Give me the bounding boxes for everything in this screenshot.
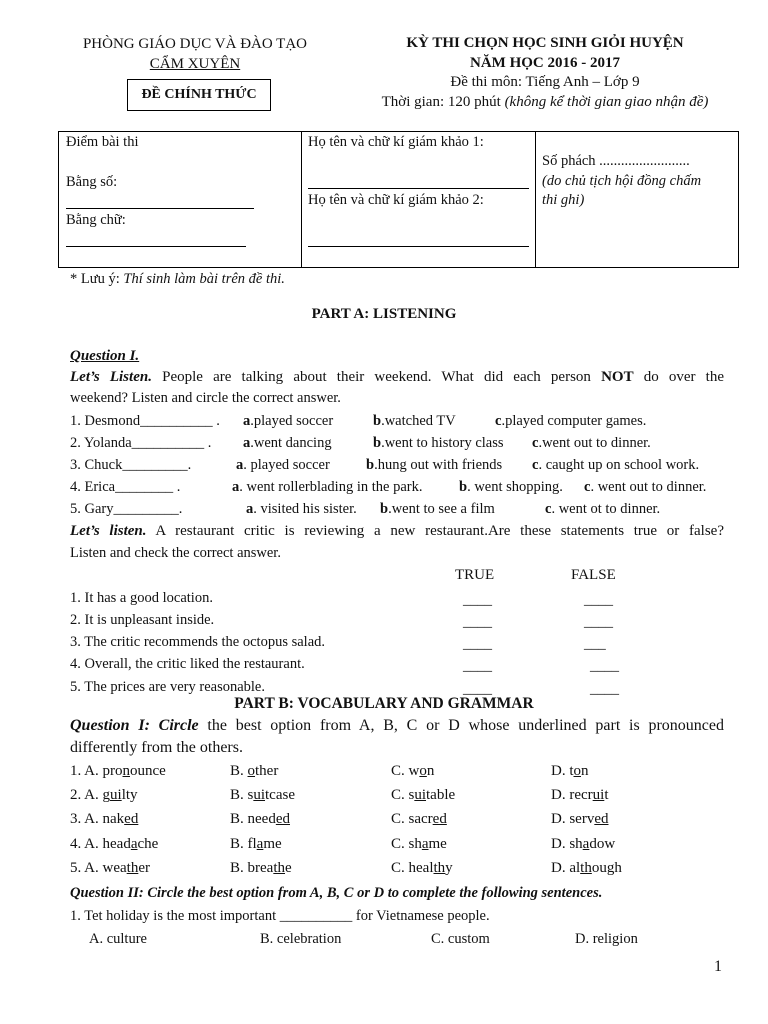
option-b[interactable]: b.watched TV <box>373 413 456 429</box>
false-blank[interactable]: ____ <box>590 658 619 674</box>
code-note-line1: (do chủ tịch hội đồng chấm <box>542 173 702 189</box>
false-blank[interactable]: ____ <box>590 681 619 697</box>
q2-option-c[interactable]: C. custom <box>431 931 490 947</box>
listen1-instruction: Let’s Listen. People are talking about their weekend. What did each person NOT do over the <box>70 369 725 385</box>
option-c[interactable]: c.went out to dinner. <box>532 435 651 451</box>
option-a[interactable]: a.went dancing <box>243 435 332 451</box>
pron-option[interactable]: 1. A. pronounce <box>70 763 166 779</box>
statement: 5. The prices are very reasonable. <box>70 679 265 695</box>
true-blank[interactable]: ____ <box>463 614 492 630</box>
score-table <box>58 131 739 268</box>
pron-option[interactable]: D. served <box>551 811 609 827</box>
part-b-question1-instruction: Question I: Circle the best option from A, B, C or D whose underlined part is pronounced <box>70 717 724 734</box>
score-cell <box>59 132 302 268</box>
true-blank[interactable]: ____ <box>463 658 492 674</box>
header-right <box>340 34 750 112</box>
official-exam-stamp: ĐỀ CHÍNH THỨC <box>127 79 271 111</box>
option-b[interactable]: b.went to see a film <box>380 501 495 517</box>
pron-option[interactable]: D. ton <box>551 763 589 779</box>
district-name: CẨM XUYÊN <box>149 56 241 72</box>
option-b[interactable]: b.hung out with friends <box>366 457 503 473</box>
pron-option[interactable]: C. won <box>391 763 435 779</box>
option-a[interactable]: a. went rollerblading in the park. <box>232 479 423 495</box>
pron-option[interactable]: B. suitcase <box>230 787 295 803</box>
true-blank[interactable]: ____ <box>463 636 492 652</box>
pron-option[interactable]: D. shadow <box>551 836 616 852</box>
examiner2-label: Họ tên và chữ kí giám khảo 2: <box>308 192 484 208</box>
true-blank[interactable]: ____ <box>463 592 492 608</box>
false-blank[interactable]: ___ <box>584 636 606 652</box>
option-c[interactable]: c.played computer games. <box>495 413 647 429</box>
q2-option-b[interactable]: B. celebration <box>260 931 342 947</box>
pron-option[interactable]: D. although <box>551 860 622 876</box>
statement: 3. The critic recommends the octopus salad. <box>70 634 326 650</box>
score-words-line[interactable] <box>66 246 246 247</box>
option-c[interactable]: c. went ot to dinner. <box>545 501 661 517</box>
code-label: Số phách ......................... <box>542 153 690 169</box>
score-in-words-label: Bằng chữ: <box>66 212 126 228</box>
pron-option[interactable]: B. other <box>230 763 279 779</box>
exam-title: KỲ THI CHỌN HỌC SINH GIỎI HUYỆN <box>406 35 684 51</box>
page-number: 1 <box>714 958 722 975</box>
statement: 1. It has a good location. <box>70 590 213 606</box>
option-b[interactable]: b.went to history class <box>373 435 504 451</box>
score-label: Điểm bài thi <box>66 134 139 150</box>
part-b-title: PART B: VOCABULARY AND GRAMMAR <box>234 695 534 712</box>
q2-option-d[interactable]: D. religion <box>575 931 638 947</box>
pron-option[interactable]: D. recruit <box>551 787 609 803</box>
option-a[interactable]: a.played soccer <box>243 413 334 429</box>
pron-option[interactable]: C. healthy <box>391 860 453 876</box>
department-name: PHÒNG GIÁO DỤC VÀ ĐÀO TẠO <box>82 36 308 52</box>
examiner1-line[interactable] <box>308 188 529 189</box>
pron-option[interactable]: 4. A. headache <box>70 836 159 852</box>
pron-option[interactable]: B. needed <box>230 811 290 827</box>
listen2-instruction: Let’s listen. A restaurant critic is reviewing a new restaurant.Are these statements true or false? <box>70 523 725 539</box>
statement: 2. It is unpleasant inside. <box>70 612 215 628</box>
pron-option[interactable]: B. breathe <box>230 860 292 876</box>
q2-option-a[interactable]: A. culture <box>89 931 147 947</box>
listen-item-name: 3. Chuck_________. <box>70 457 192 473</box>
part-a-title: PART A: LISTENING <box>311 306 457 322</box>
option-a[interactable]: a. visited his sister. <box>246 501 357 517</box>
pron-option[interactable]: C. shame <box>391 836 447 852</box>
listen-item-name: 1. Desmond__________ . <box>70 413 220 429</box>
score-numbers-line[interactable] <box>66 208 254 209</box>
pron-option[interactable]: C. suitable <box>391 787 456 803</box>
examiner-cell <box>302 132 536 268</box>
part-a-question1-title: Question I. <box>70 348 140 364</box>
true-column-header: TRUE <box>455 567 495 583</box>
school-year: NĂM HỌC 2016 - 2017 <box>470 54 620 71</box>
option-b[interactable]: b. went shopping. <box>459 479 563 495</box>
listen1-instruction-line2: weekend? Listen and circle the correct answer. <box>70 390 341 406</box>
option-c[interactable]: c. went out to dinner. <box>584 479 707 495</box>
option-c[interactable]: c. caught up on school work. <box>532 457 700 473</box>
false-column-header: FALSE <box>571 567 616 583</box>
examiner2-line[interactable] <box>308 246 529 247</box>
pron-option[interactable]: 3. A. naked <box>70 811 139 827</box>
option-a[interactable]: a. played soccer <box>236 457 330 473</box>
pron-option[interactable]: B. flame <box>230 836 282 852</box>
exam-subject: Đề thi môn: Tiếng Anh – Lớp 9 <box>450 74 640 90</box>
pron-option[interactable]: 2. A. guilty <box>70 787 138 803</box>
exam-duration: Thời gian: 120 phút (không kể thời gian giao nhận đề) <box>381 93 709 110</box>
listen-item-name: 2. Yolanda__________ . <box>70 435 212 451</box>
header-left <box>60 34 330 74</box>
score-in-numbers-label: Bằng số: <box>66 174 118 190</box>
pron-option[interactable]: C. sacred <box>391 811 447 827</box>
question2-item1: 1. Tet holiday is the most important __________ for Vietnamese people. <box>70 908 490 924</box>
part-b-question2-instruction: Question II: Circle the best option from A, B, C or D to complete the following sentences. <box>70 885 603 901</box>
note: * Lưu ý: Thí sinh làm bài trên đề thi. <box>70 271 285 287</box>
part-b-question1-line2: differently from the others. <box>70 739 243 756</box>
pron-option[interactable]: 5. A. weather <box>70 860 150 876</box>
false-blank[interactable]: ____ <box>584 614 613 630</box>
listen2-instruction-line2: Listen and check the correct answer. <box>70 545 281 561</box>
examiner1-label: Họ tên và chữ kí giám khảo 1: <box>308 134 484 150</box>
statement: 4. Overall, the critic liked the restaurant. <box>70 656 305 672</box>
listen-item-name: 4. Erica________ . <box>70 479 181 495</box>
listen-item-name: 5. Gary_________. <box>70 501 183 517</box>
code-cell <box>536 132 739 268</box>
code-note-line2: thi ghi) <box>542 192 585 208</box>
true-blank[interactable]: ____ <box>463 681 492 697</box>
false-blank[interactable]: ____ <box>584 592 613 608</box>
